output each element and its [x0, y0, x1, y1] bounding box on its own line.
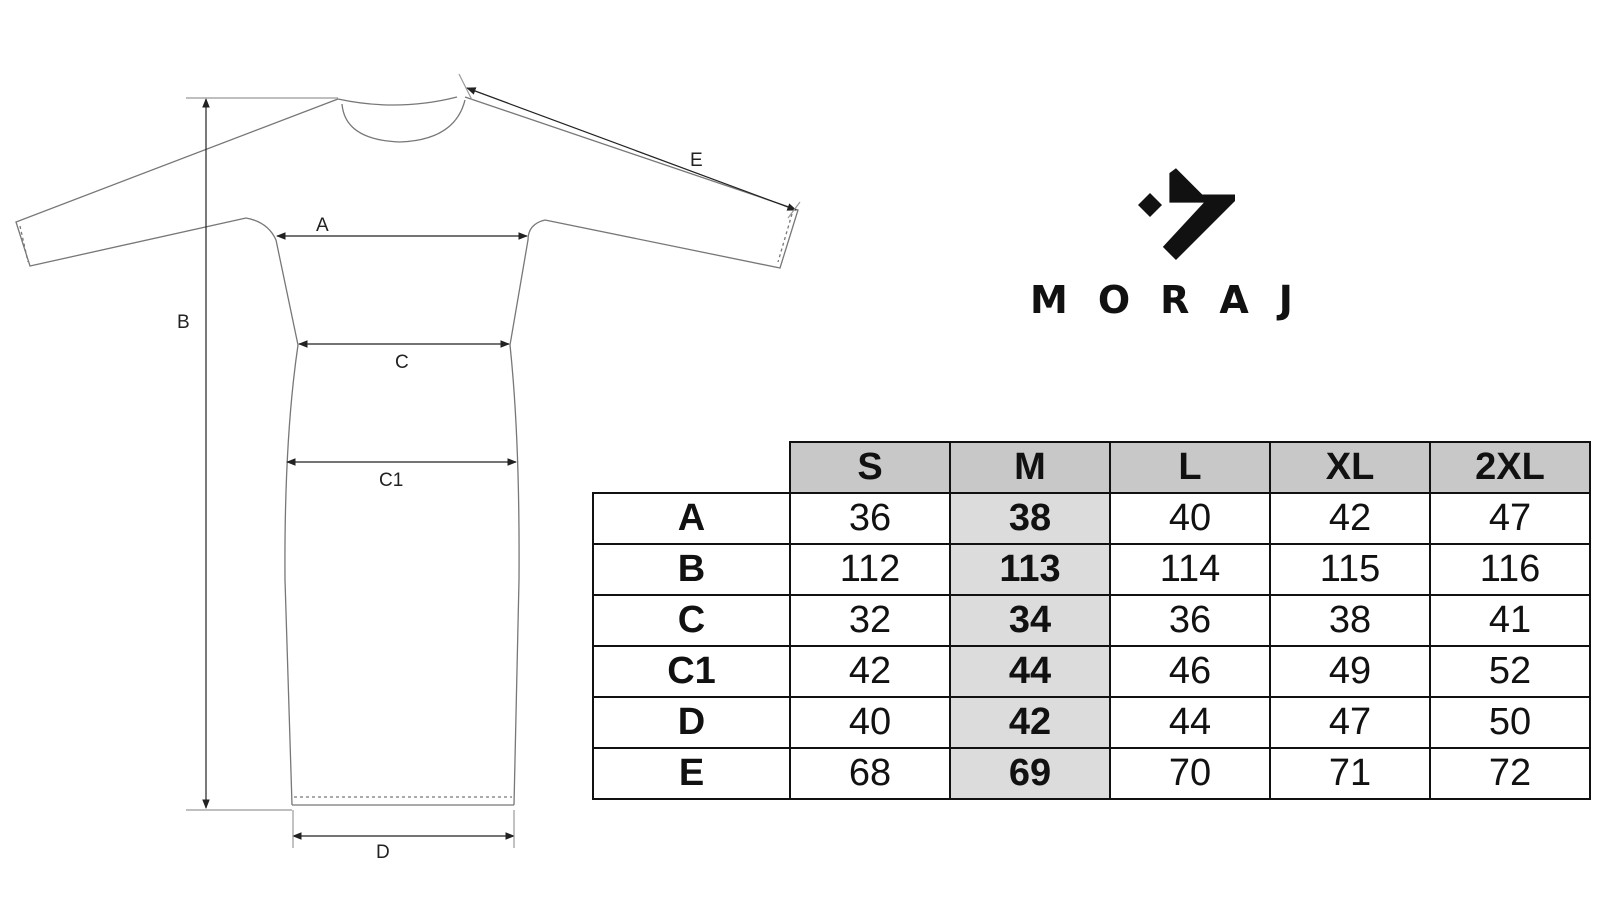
size-header-m: M [950, 442, 1110, 493]
table-cell: 112 [790, 544, 950, 595]
label-d: D [376, 842, 390, 863]
label-b: B [177, 312, 190, 333]
size-table [592, 441, 1591, 800]
table-cell: 116 [1430, 544, 1590, 595]
table-cell: 50 [1430, 697, 1590, 748]
label-c: C [395, 352, 409, 373]
table-cell-highlighted: 113 [950, 544, 1110, 595]
table-cell: 36 [1110, 595, 1270, 646]
row-label: D [593, 697, 790, 748]
table-row [593, 646, 1590, 697]
table-row [593, 748, 1590, 799]
table-cell-highlighted: 34 [950, 595, 1110, 646]
row-label: E [593, 748, 790, 799]
brand-logo [1030, 160, 1323, 340]
row-label: C [593, 595, 790, 646]
table-cell: 47 [1270, 697, 1430, 748]
table-cell-highlighted: 44 [950, 646, 1110, 697]
row-label: C1 [593, 646, 790, 697]
size-header-s: S [790, 442, 950, 493]
table-cell: 46 [1110, 646, 1270, 697]
table-cell: 71 [1270, 748, 1430, 799]
table-cell: 70 [1110, 748, 1270, 799]
table-cell: 42 [790, 646, 950, 697]
table-cell: 40 [790, 697, 950, 748]
table-row [593, 697, 1590, 748]
table-cell: 68 [790, 748, 950, 799]
table-cell: 32 [790, 595, 950, 646]
label-c1: C1 [379, 470, 404, 491]
table-cell: 114 [1110, 544, 1270, 595]
table-cell: 41 [1430, 595, 1590, 646]
label-e: E [690, 150, 703, 171]
moraj-logo-icon [1030, 160, 1320, 270]
table-cell-highlighted: 42 [950, 697, 1110, 748]
table-cell: 42 [1270, 493, 1430, 544]
size-header-2xl: 2XL [1430, 442, 1590, 493]
size-header-l: L [1110, 442, 1270, 493]
label-a: A [316, 215, 329, 236]
row-label: B [593, 544, 790, 595]
table-cell: 44 [1110, 697, 1270, 748]
table-cell: 36 [790, 493, 950, 544]
size-header-row [593, 442, 1590, 493]
table-cell: 40 [1110, 493, 1270, 544]
table-cell-highlighted: 38 [950, 493, 1110, 544]
table-row [593, 595, 1590, 646]
table-cell: 115 [1270, 544, 1430, 595]
brand-wordmark: MORAJ [1030, 278, 1323, 322]
table-row [593, 493, 1590, 544]
table-cell: 52 [1430, 646, 1590, 697]
size-header-xl: XL [1270, 442, 1430, 493]
table-cell: 49 [1270, 646, 1430, 697]
table-row [593, 544, 1590, 595]
table-cell: 38 [1270, 595, 1430, 646]
row-label: A [593, 493, 790, 544]
table-cell-highlighted: 69 [950, 748, 1110, 799]
table-cell: 47 [1430, 493, 1590, 544]
table-cell: 72 [1430, 748, 1590, 799]
table-corner [593, 442, 790, 493]
